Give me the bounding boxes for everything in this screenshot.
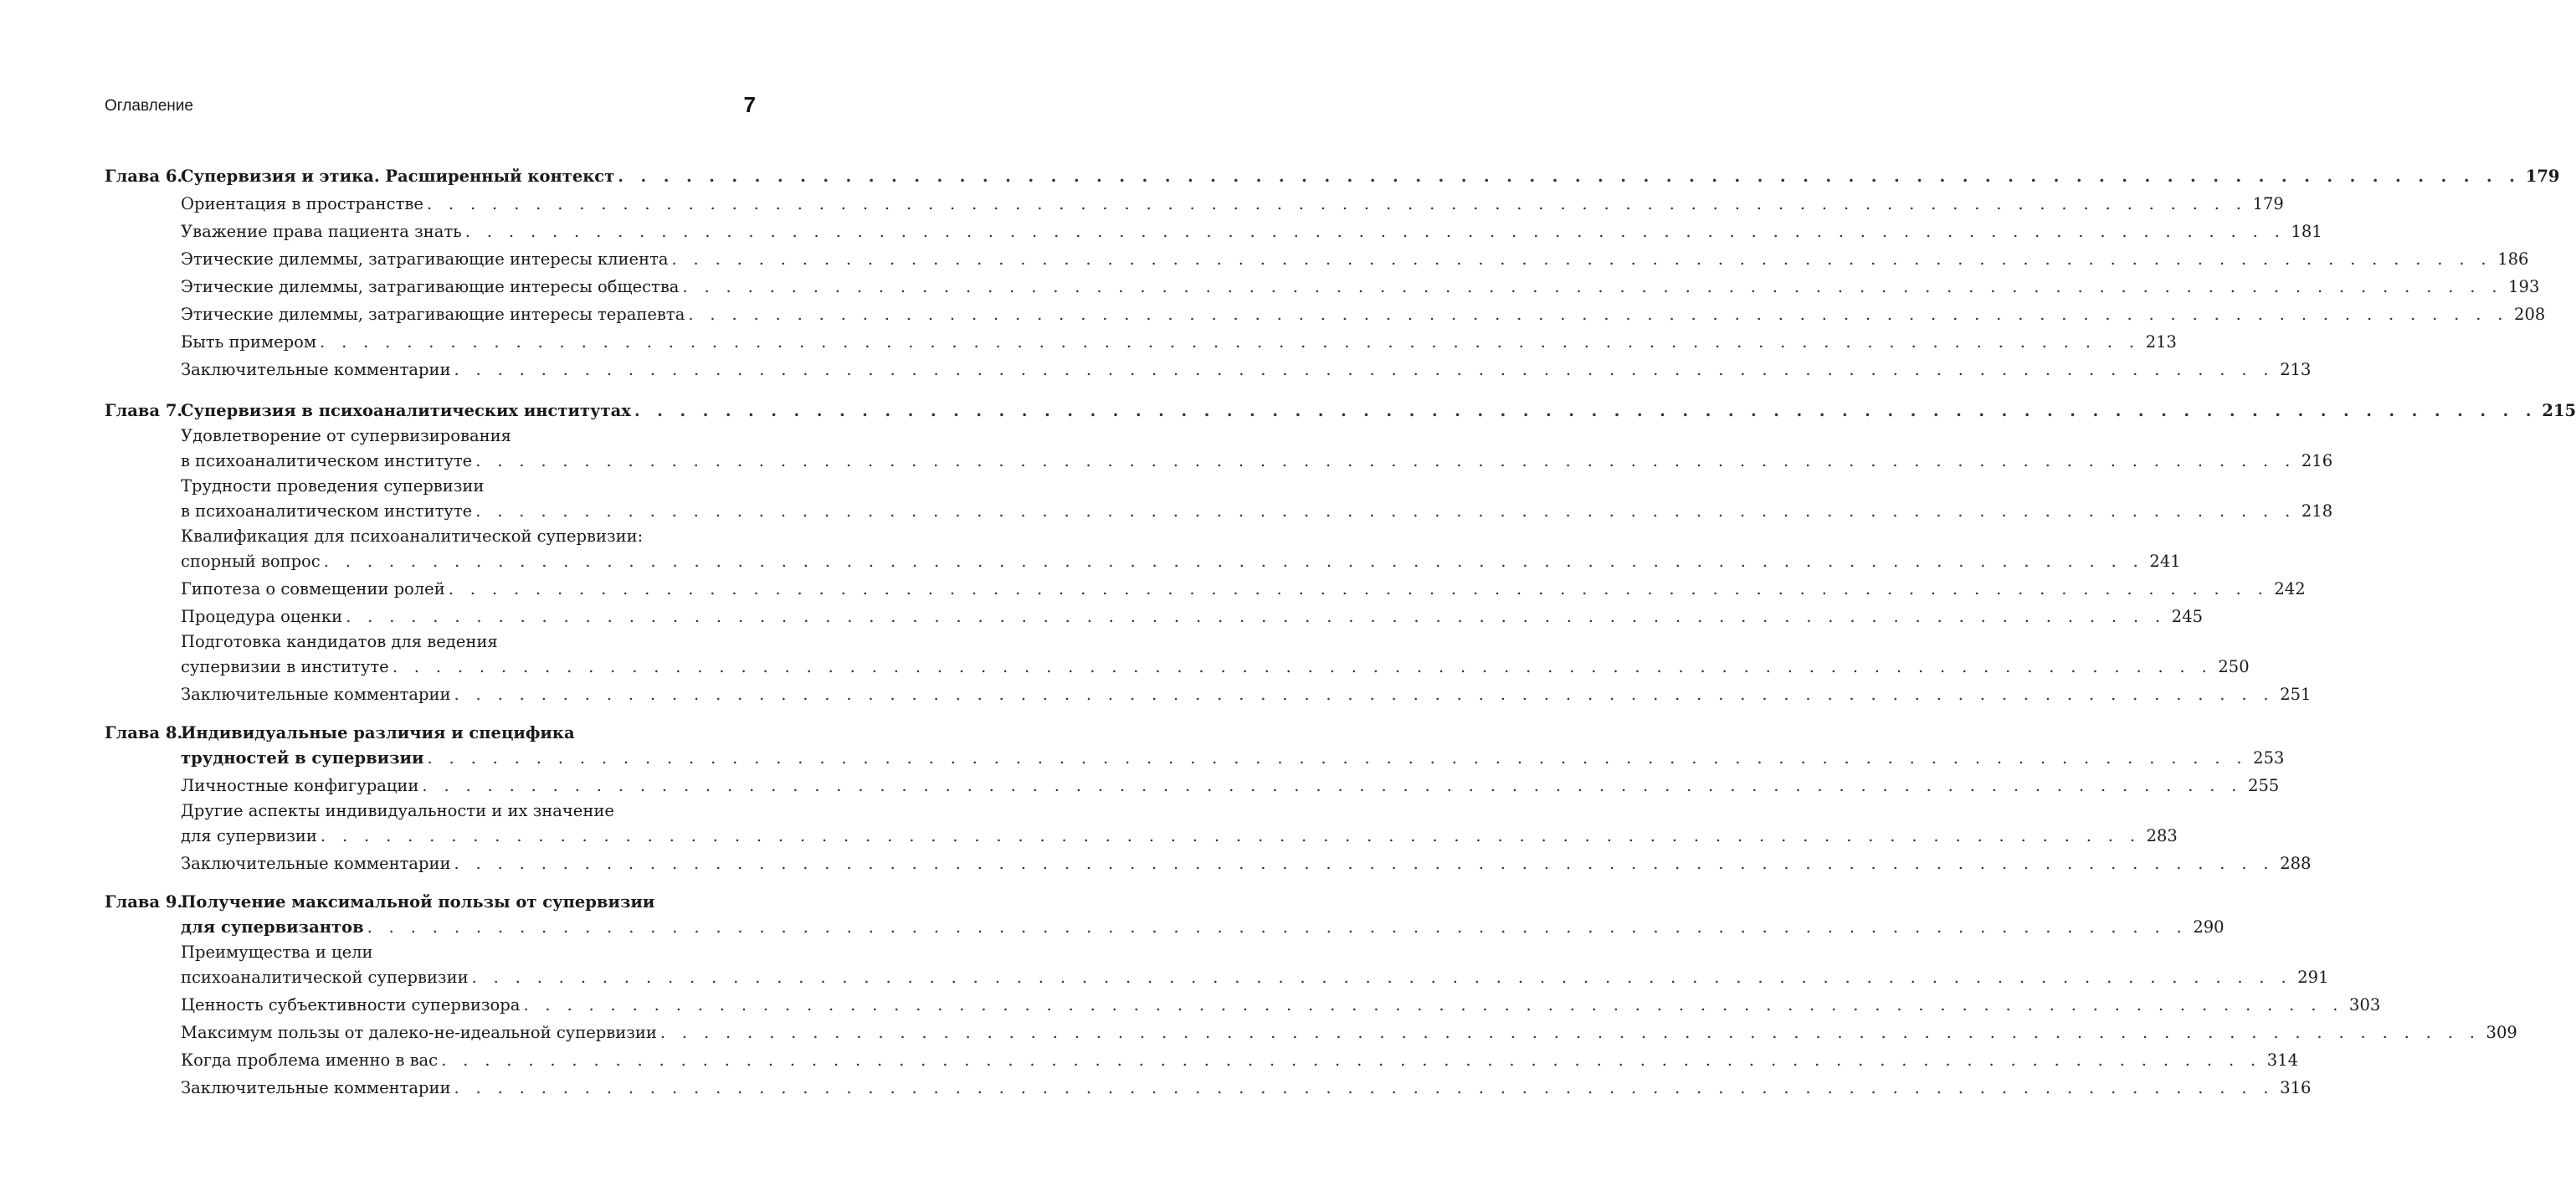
- chapter-heading[interactable]: [105, 397, 2576, 424]
- page-ref: 303: [2349, 995, 2381, 1015]
- section-title: Заключительные комментарии: [181, 685, 451, 704]
- running-head: Оглавление: [105, 97, 193, 115]
- section-item[interactable]: [105, 991, 2381, 1019]
- page-ref: 309: [2486, 1023, 2517, 1042]
- dot-leader: . . . . . . . . . . . . . . . . . . . . . . . . . . . . . . . . . . . . . . . . . . . . . . . . . . . . . . . . . . . . . . . . . . . . . . . . . . . . . . . . . . . .: [454, 685, 2275, 704]
- dot-leader: . . . . . . . . . . . . . . . . . . . . . . . . . . . . . . . . . . . . . . . . . . . . . . . . . . . . . . . . . . . . . . . . . . . . . . . . . . . . . . . . . . . .: [454, 1078, 2275, 1097]
- dot-leader: . . . . . . . . . . . . . . . . . . . . . . . . . . . . . . . . . . . . . . . . . . . . . . . . . . . . . . . . . . . . . . . . . . . . . . . . . . . . . . . . . . . .: [441, 1051, 2262, 1070]
- section-item[interactable]: [105, 603, 2204, 630]
- section-title: Ориентация в пространстве: [181, 194, 423, 213]
- section-item[interactable]: [105, 356, 2312, 383]
- page-ref: 213: [2280, 360, 2312, 379]
- dot-leader: . . . . . . . . . . . . . . . . . . . . . . . . . . . . . . . . . . . . . . . . . . . . . . . . . . . . . . . . . . . . . . . . . . . . . . . . . . . . . . . . . . . .: [682, 277, 2503, 296]
- section-title-line1: Другие аспекты индивидуальности и их значение: [181, 801, 614, 820]
- table-of-contents: [105, 162, 2576, 1115]
- section-title: Этические дилеммы, затрагивающие интересы общества: [181, 277, 680, 296]
- dot-leader: . . . . . . . . . . . . . . . . . . . . . . . . . . . . . . . . . . . . . . . . . . . . . . . . . . . . . . . . . . . . . . . . . . . . . . . . . . . . . . . . . . . .: [475, 501, 2296, 521]
- section-title-line2: спорный вопрос: [181, 552, 321, 571]
- section-title-line1: Квалификация для психоаналитической супервизии:: [181, 527, 644, 546]
- dot-leader: . . . . . . . . . . . . . . . . . . . . . . . . . . . . . . . . . . . . . . . . . . . . . . . . . . . . . . . . . . . . . . . . . . . . . . . . . . . . . . . . . . . .: [523, 995, 2344, 1015]
- dot-leader: . . . . . . . . . . . . . . . . . . . . . . . . . . . . . . . . . . . . . . . . . . . . . . . . . . . . . . . . . . . . . . . . . . . . . . . . . . . . . . . . . . . .: [454, 854, 2275, 873]
- chapter-title: Супервизия и этика. Расширенный контекст: [181, 167, 615, 186]
- chapter-number: Глава 7.: [105, 401, 183, 420]
- section-item[interactable]: [105, 273, 2540, 301]
- dot-leader: . . . . . . . . . . . . . . . . . . . . . . . . . . . . . . . . . . . . . . . . . . . . . . . . . . . . . . . . . . . . . . . . . . . . . . . . . . . . . . . . . . . .: [367, 917, 2188, 937]
- section-title: Гипотеза о совмещении ролей: [181, 579, 445, 598]
- chapter-title-line2: трудностей в супервизии: [181, 748, 424, 768]
- section-item[interactable]: [105, 1046, 2299, 1074]
- section-title-line1: Удовлетворение от супервизирования: [181, 426, 511, 445]
- page-ref: 216: [2301, 451, 2333, 470]
- page-ref: 245: [2171, 607, 2204, 626]
- dot-leader: . . . . . . . . . . . . . . . . . . . . . . . . . . . . . . . . . . . . . . . . . . . . . . . . . . . . . . . . . . . . . . . . . . . . . . . . . . . . . . . . . . . .: [464, 222, 2286, 241]
- dot-leader: . . . . . . . . . . . . . . . . . . . . . . . . . . . . . . . . . . . . . . . . . . . . . . . . . . . . . . . . . . . . . . . . . . . . . . . . . . . . . . . . . . . .: [475, 451, 2296, 470]
- chapter-number: Глава 8.: [105, 723, 183, 742]
- page-ref: 251: [2280, 685, 2312, 704]
- chapter-title: Супервизия в психоаналитических институтах: [181, 401, 631, 420]
- page-ref: 213: [2145, 332, 2177, 352]
- page-ref: 179: [2525, 167, 2560, 186]
- chapter-title-line1: Получение максимальной пользы от супервизии: [181, 892, 655, 912]
- section-title-line2: психоаналитической супервизии: [181, 968, 469, 987]
- page-ref: 215: [2542, 401, 2576, 420]
- dot-leader: . . . . . . . . . . . . . . . . . . . . . . . . . . . . . . . . . . . . . . . . . . . . . . . . . . . . . . . . . . . . . . . . . . . . . . . . . . . . . . . . . . . .: [323, 552, 2144, 571]
- chapter-heading-line2[interactable]: [105, 744, 2285, 772]
- page-ref: 253: [2253, 748, 2285, 768]
- section-title: Процедура оценки: [181, 607, 343, 626]
- page-ref: 291: [2297, 968, 2329, 987]
- dot-leader: . . . . . . . . . . . . . . . . . . . . . . . . . . . . . . . . . . . . . . . . . . . . . . . . . . . . . . . . . . . . . . . . . . . . . . . . . . . . . . . . . . . .: [448, 579, 2269, 598]
- dot-leader: . . . . . . . . . . . . . . . . . . . . . . . . . . . . . . . . . . . . . . . . . . . . . . . . . . . . . . . . . . . . . . . . . . . . . . . . . . . . . . . . . . . .: [659, 1023, 2481, 1042]
- section-title: Этические дилеммы, затрагивающие интересы клиента: [181, 249, 669, 269]
- dot-leader: . . . . . . . . . . . . . . . . . . . . . . . . . . . . . . . . . . . . . . . . . . . . . . . . . . . . . . . . . . . . . . . . . . . . . . . . . . . . . . . . . . . .: [422, 776, 2243, 795]
- section-item[interactable]: [105, 1019, 2517, 1046]
- section-title: Максимум пользы от далеко-не-идеальной супервизии: [181, 1023, 657, 1042]
- chapter-8[interactable]: [105, 722, 2312, 877]
- page-number: 7: [743, 92, 756, 117]
- section-title-line1: Подготовка кандидатов для ведения: [181, 632, 498, 651]
- section-title: Ценность субъективности супервизора: [181, 995, 521, 1015]
- dot-leader: . . . . . . . . . . . . . . . . . . . . . . . . . . . . . . . . . . . . . . . . . . . . . . . . . . . . . . . . . . . . . . . . . . . . . . . . . . . . . . . . . . . .: [427, 748, 2248, 768]
- section-item[interactable]: [105, 475, 2333, 525]
- page-ref: 316: [2280, 1078, 2312, 1097]
- section-item[interactable]: [105, 772, 2280, 799]
- chapter-7[interactable]: [105, 397, 2576, 708]
- chapter-number: Глава 9.: [105, 892, 183, 912]
- section-title-line1: Трудности проведения супервизии: [181, 476, 485, 496]
- dot-leader: . . . . . . . . . . . . . . . . . . . . . . . . . . . . . . . . . . . . . . . . . . . . . . . . . . . . . . . . . . . . . . . . . . . . . . . . . . . . . . . . . . . .: [320, 332, 2140, 352]
- chapter-heading[interactable]: [105, 162, 2560, 190]
- section-title: Когда проблема именно в вас: [181, 1051, 439, 1070]
- chapter-9[interactable]: [105, 891, 2517, 1102]
- dot-leader: . . . . . . . . . . . . . . . . . . . . . . . . . . . . . . . . . . . . . . . . . . . . . . . . . . . . . . . . . . . . . . . . . . . . . . . . . . . . . . . . . . . .: [454, 360, 2275, 379]
- page-ref: 255: [2248, 776, 2280, 795]
- page-ref: 288: [2280, 854, 2312, 873]
- page-ref: 290: [2193, 917, 2224, 937]
- section-title: Этические дилеммы, затрагивающие интересы терапевта: [181, 305, 685, 324]
- section-item[interactable]: [105, 190, 2284, 218]
- dot-leader: . . . . . . . . . . . . . . . . . . . . . . . . . . . . . . . . . . . . . . . . . . . . . . . . . . . . . . . . . . . . . . . . . . . . . . . . . . . . . . . . . . . .: [634, 401, 2538, 420]
- section-title-line2: супервизии в институте: [181, 657, 389, 676]
- section-title: Заключительные комментарии: [181, 360, 451, 379]
- page-ref: 179: [2252, 194, 2284, 213]
- section-title-line2: для супервизии: [181, 826, 317, 845]
- section-item[interactable]: [105, 525, 2181, 575]
- chapter-number: Глава 6.: [105, 167, 183, 186]
- chapter-title-line1: Индивидуальные различия и специфика: [181, 723, 575, 742]
- page-ref: 241: [2149, 552, 2181, 571]
- section-item[interactable]: [105, 850, 2312, 877]
- dot-leader: . . . . . . . . . . . . . . . . . . . . . . . . . . . . . . . . . . . . . . . . . . . . . . . . . . . . . . . . . . . . . . . . . . . . . . . . . . . . . . . . . . . .: [618, 167, 2521, 186]
- chapter-title-line2: для супервизантов: [181, 917, 364, 937]
- page-ref: 193: [2508, 277, 2540, 296]
- section-title: Личностные конфигурации: [181, 776, 419, 795]
- section-item[interactable]: [105, 1074, 2312, 1102]
- page-ref: 314: [2266, 1051, 2299, 1070]
- section-item[interactable]: [105, 681, 2312, 708]
- chapter-6[interactable]: [105, 162, 2560, 383]
- section-title-line2: в психоаналитическом институте: [181, 451, 473, 470]
- section-item[interactable]: [105, 575, 2306, 603]
- dot-leader: . . . . . . . . . . . . . . . . . . . . . . . . . . . . . . . . . . . . . . . . . . . . . . . . . . . . . . . . . . . . . . . . . . . . . . . . . . . . . . . . . . . .: [426, 194, 2247, 213]
- page-ref: 242: [2274, 579, 2306, 598]
- chapter-heading-line2[interactable]: [105, 913, 2224, 941]
- section-item[interactable]: [105, 424, 2333, 475]
- section-title-line2: в психоаналитическом институте: [181, 501, 473, 521]
- section-item[interactable]: [105, 630, 2250, 681]
- section-title: Заключительные комментарии: [181, 854, 451, 873]
- page-ref: 208: [2514, 305, 2546, 324]
- chapter-heading-line1[interactable]: [105, 891, 752, 913]
- page-ref: 283: [2146, 826, 2178, 845]
- chapter-heading-line1[interactable]: [105, 722, 752, 744]
- page-ref: 181: [2291, 222, 2322, 241]
- section-title: Уважение права пациента знать: [181, 222, 462, 241]
- section-title-line1: Преимущества и цели: [181, 943, 373, 962]
- section-item[interactable]: [105, 301, 2546, 328]
- dot-leader: . . . . . . . . . . . . . . . . . . . . . . . . . . . . . . . . . . . . . . . . . . . . . . . . . . . . . . . . . . . . . . . . . . . . . . . . . . . . . . . . . . . .: [320, 826, 2141, 845]
- section-title: Заключительные комментарии: [181, 1078, 451, 1097]
- section-item[interactable]: [105, 245, 2529, 273]
- section-item[interactable]: [105, 941, 2329, 991]
- page-ref: 186: [2497, 249, 2529, 269]
- page-ref: 218: [2301, 501, 2333, 521]
- section-item[interactable]: [105, 799, 2178, 850]
- dot-leader: . . . . . . . . . . . . . . . . . . . . . . . . . . . . . . . . . . . . . . . . . . . . . . . . . . . . . . . . . . . . . . . . . . . . . . . . . . . . . . . . . . . .: [392, 657, 2213, 676]
- page-ref: 250: [2218, 657, 2250, 676]
- dot-leader: . . . . . . . . . . . . . . . . . . . . . . . . . . . . . . . . . . . . . . . . . . . . . . . . . . . . . . . . . . . . . . . . . . . . . . . . . . . . . . . . . . . .: [471, 968, 2292, 987]
- section-title: Быть примером: [181, 332, 317, 352]
- section-item[interactable]: [105, 218, 2322, 245]
- dot-leader: . . . . . . . . . . . . . . . . . . . . . . . . . . . . . . . . . . . . . . . . . . . . . . . . . . . . . . . . . . . . . . . . . . . . . . . . . . . . . . . . . . . .: [346, 607, 2167, 626]
- section-item[interactable]: [105, 328, 2177, 356]
- dot-leader: . . . . . . . . . . . . . . . . . . . . . . . . . . . . . . . . . . . . . . . . . . . . . . . . . . . . . . . . . . . . . . . . . . . . . . . . . . . . . . . . . . . .: [688, 305, 2509, 324]
- dot-leader: . . . . . . . . . . . . . . . . . . . . . . . . . . . . . . . . . . . . . . . . . . . . . . . . . . . . . . . . . . . . . . . . . . . . . . . . . . . . . . . . . . . .: [671, 249, 2492, 269]
